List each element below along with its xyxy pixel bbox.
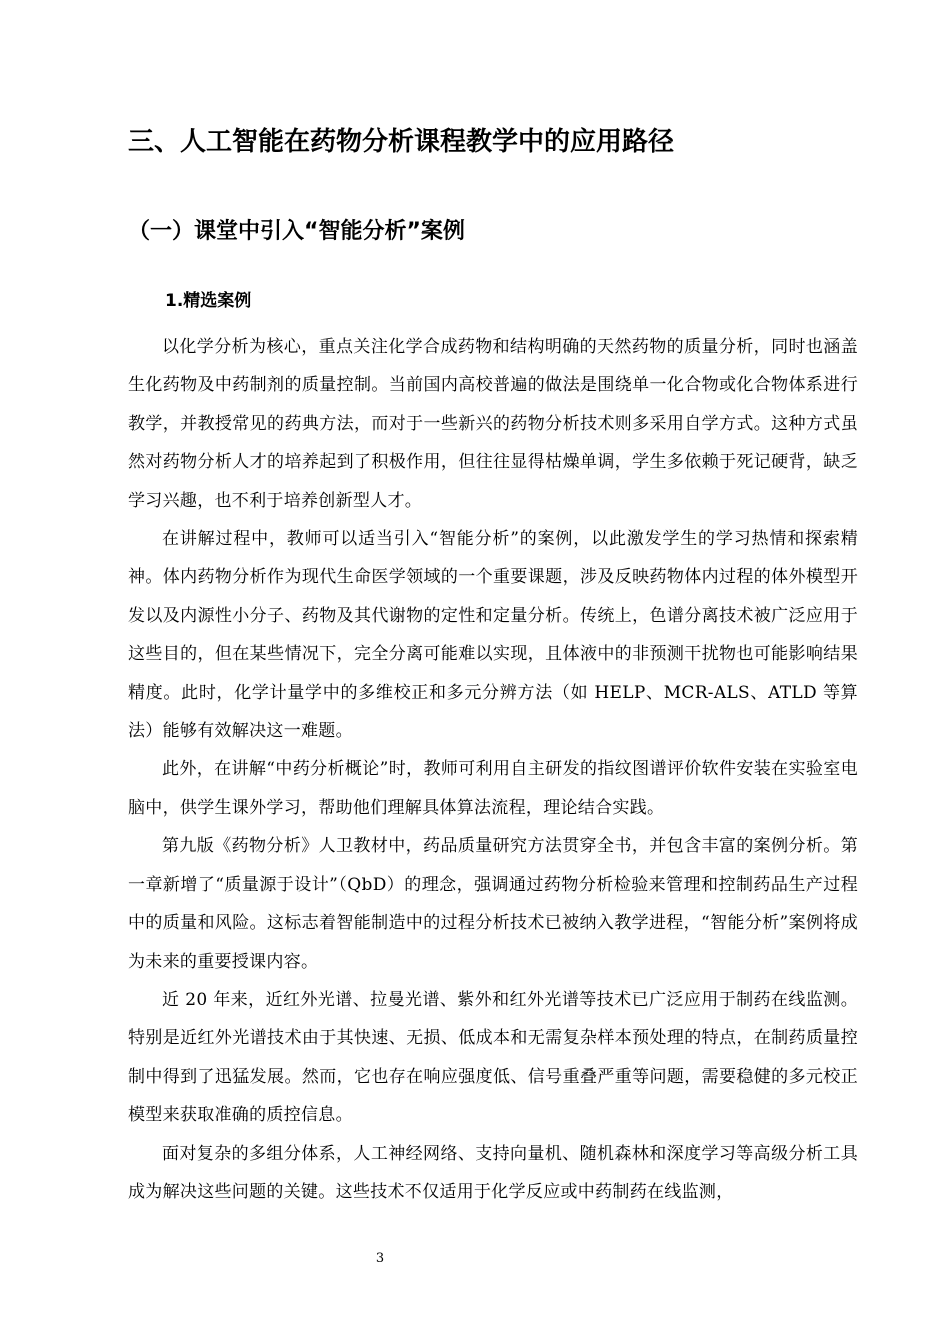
paragraph-1: 以化学分析为核心，重点关注化学合成药物和结构明确的天然药物的质量分析，同时也涵盖生化药物及中药制剂的质量控制。当前国内高校普遍的做法是围绕单一化合物或化合物体系进行教学，并教授常见的药典方法，而对于一些新兴的药物分析技术则多采用自学方式。这种方式虽然对药物分析人才的培养起到了积极作用，但往往显得枯燥单调，学生多依赖于死记硬背，缺乏学习兴趣，也不利于培养创新型人才。 (128, 337, 858, 511)
section-heading: （一）课堂中引入“智能分析”案例 (128, 219, 465, 244)
subsection-heading: 1.精选案例 (165, 291, 252, 311)
paragraph-3: 此外，在讲解“中药分析概论”时，教师可利用自主研发的指纹图谱评价软件安装在实验室电脑中，供学生课外学习，帮助他们理解具体算法流程，理论结合实践。 (128, 759, 858, 818)
body-text (128, 328, 858, 1211)
page-number: 3 (375, 1251, 385, 1266)
paragraph-2: 在讲解过程中，教师可以适当引入“智能分析”的案例，以此激发学生的学习热情和探索精神。体内药物分析作为现代生命医学领域的一个重要课题，涉及反映药物体内过程的体外模型开发以及内源性小分子、药物及其代谢物的定性和定量分析。传统上，色谱分离技术被广泛应用于这些目的，但在某些情况下，完全分离可能难以实现，且体液中的非预测干扰物也可能影响结果精度。此时，化学计量学中的多维校正和多元分辨方法（如 HELP、MCR-ALS、ATLD 等算法）能够有效解决这一难题。 (128, 529, 858, 742)
paragraph-5: 近 20 年来，近红外光谱、拉曼光谱、紫外和红外光谱等技术已广泛应用于制药在线监测。特别是近红外光谱技术由于其快速、无损、低成本和无需复杂样本预处理的特点，在制药质量控制中得到了迅猛发展。然而，它也存在响应强度低、信号重叠严重等问题，需要稳健的多元校正模型来获取准确的质控信息。 (128, 989, 858, 1126)
paragraph-6: 面对复杂的多组分体系，人工神经网络、支持向量机、随机森林和深度学习等高级分析工具成为解决这些问题的关键。这些技术不仅适用于化学反应或中药制药在线监测， (128, 1143, 858, 1202)
chapter-heading: 三、人工智能在药物分析课程教学中的应用路径 (128, 127, 675, 157)
paragraph-4: 第九版《药物分析》人卫教材中，药品质量研究方法贯穿全书，并包含丰富的案例分析。第一章新增了“质量源于设计”（QbD）的理念，强调通过药物分析检验来管理和控制药品生产过程中的质量和风险。这标志着智能制造中的过程分析技术已被纳入教学进程，“智能分析”案例将成为未来的重要授课内容。 (128, 836, 858, 972)
